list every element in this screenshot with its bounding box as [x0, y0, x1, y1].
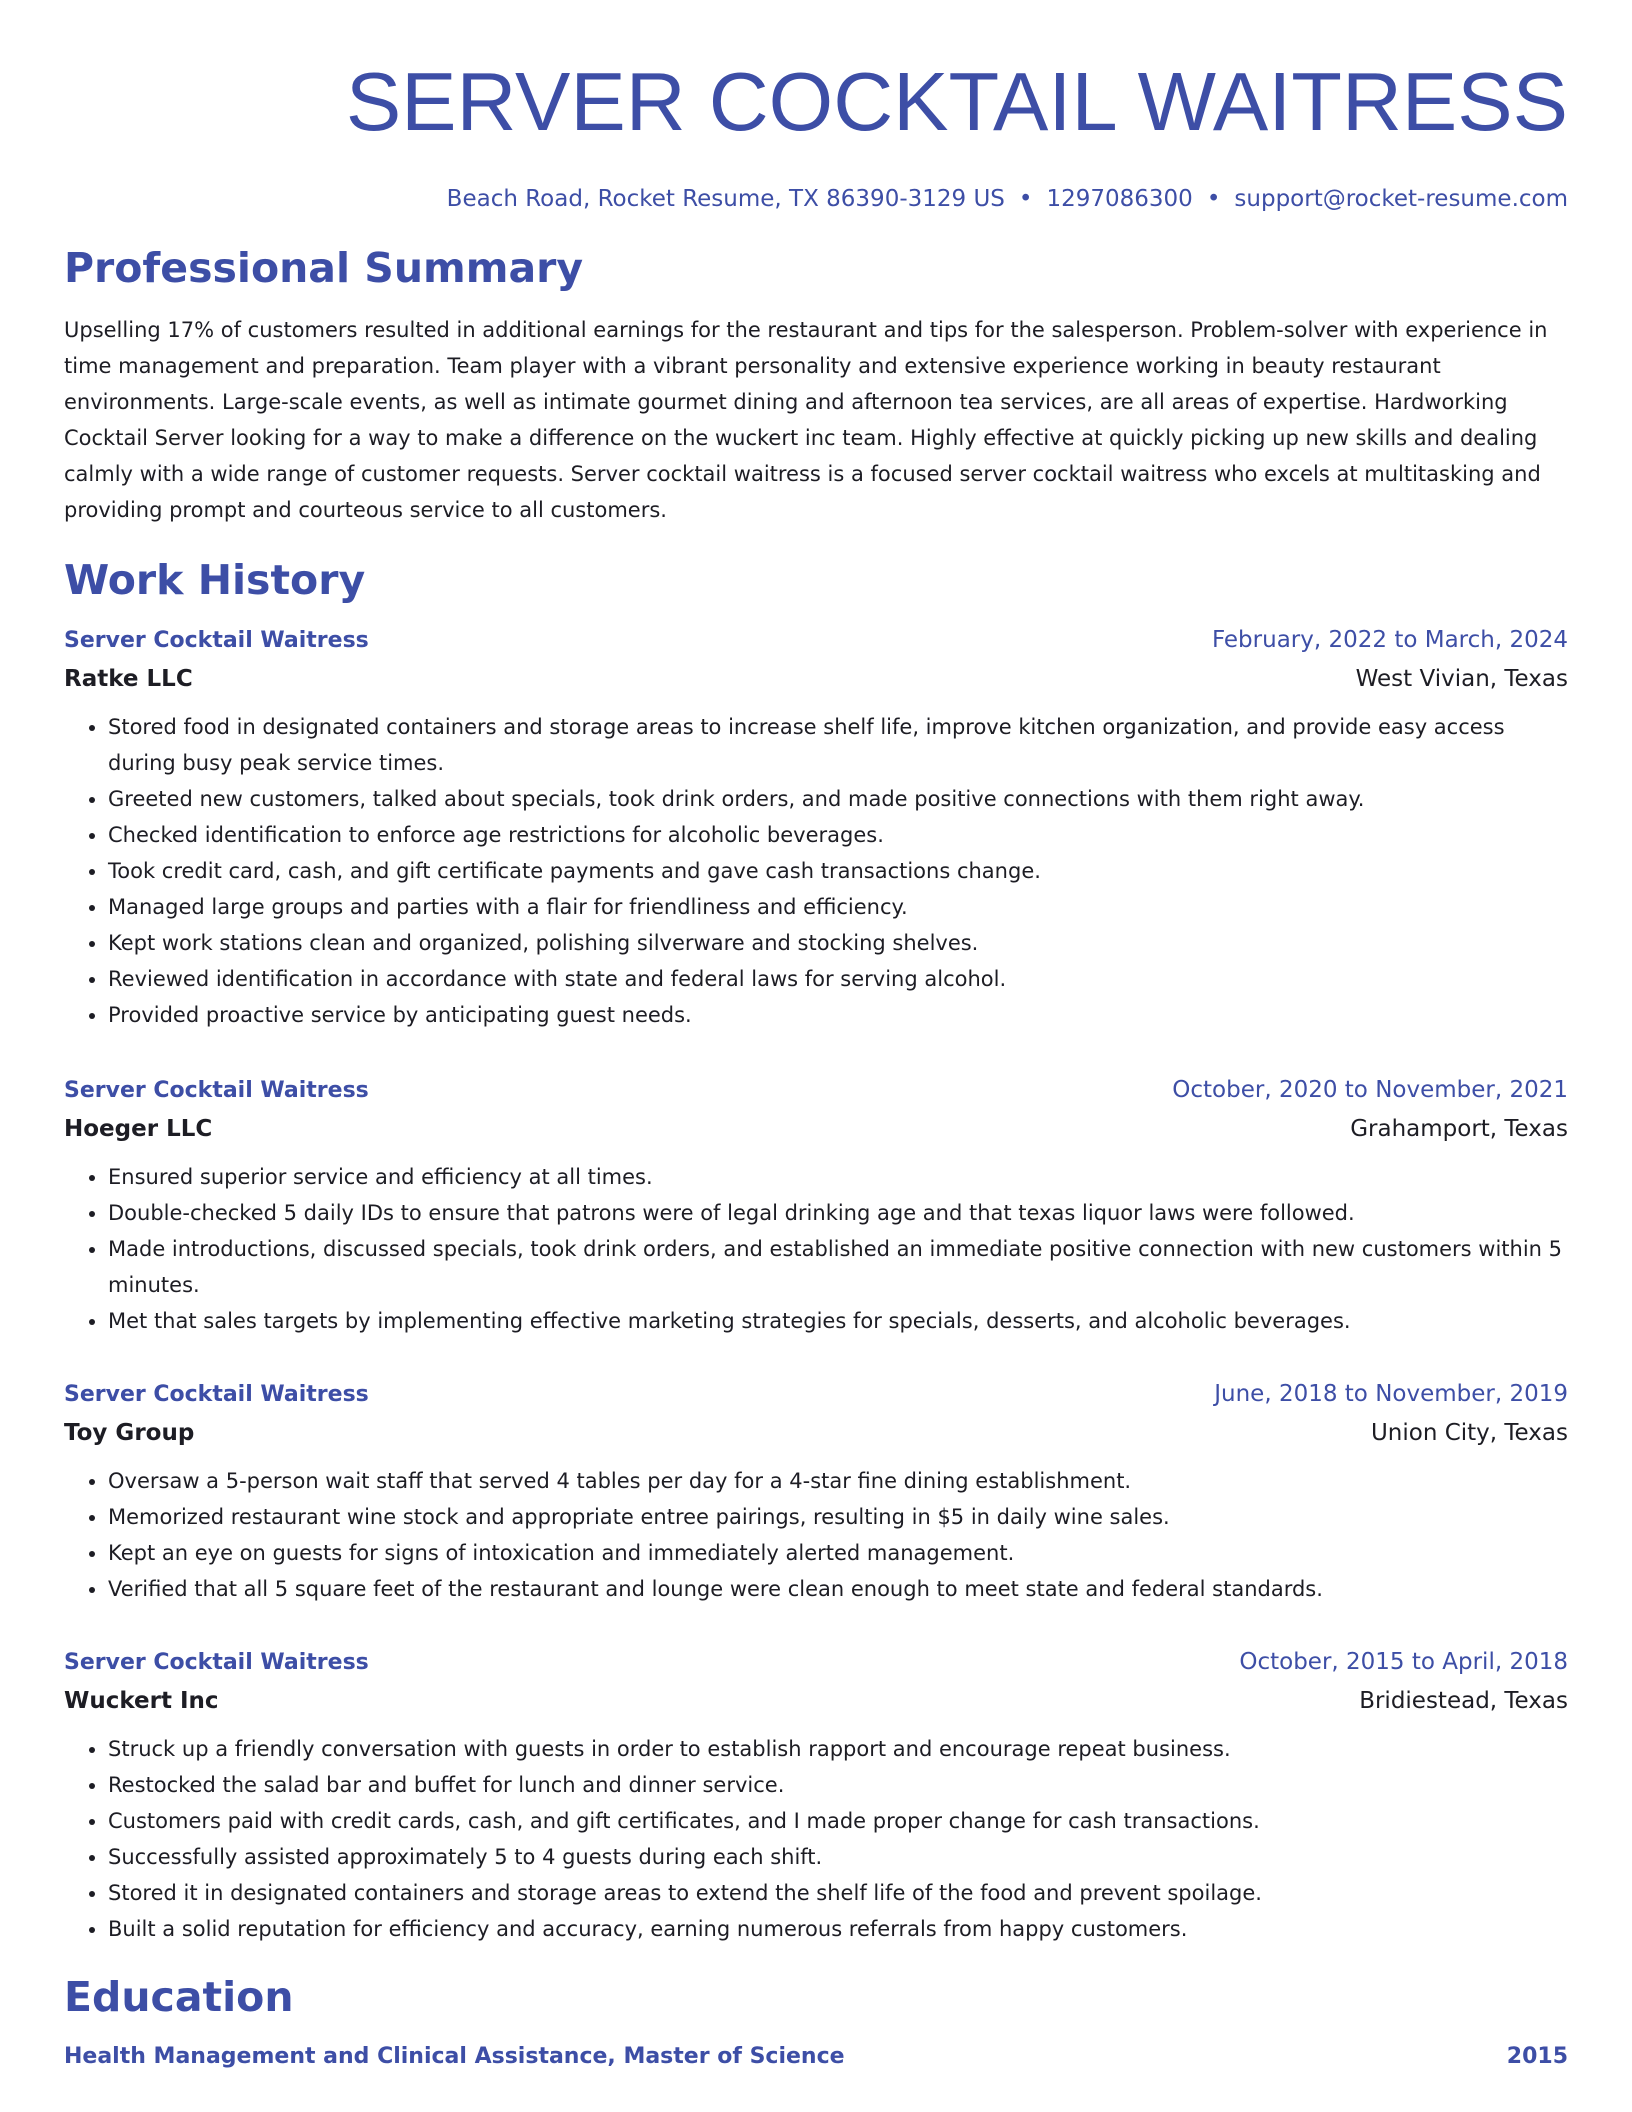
job-bullet: • Ensured superior service and efficiency at all times.	[108, 1159, 1568, 1195]
job-bullets	[64, 1463, 1568, 1607]
contact-separator: •	[1206, 186, 1221, 212]
education-degree: Health Management and Clinical Assistance, Master of Science	[64, 2044, 845, 2070]
job-title: Server Cocktail Waitress	[64, 1078, 369, 1104]
job-bullet: • Successfully assisted approximately 5 to 4 guests during each shift.	[108, 1839, 1568, 1875]
job-bullets	[64, 1731, 1568, 1947]
job-bullet: • Stored it in designated containers and storage areas to extend the shelf life of the food and prevent spoilage.	[108, 1875, 1568, 1911]
job-company-row	[64, 1681, 1568, 1721]
job-bullet: • Kept an eye on guests for signs of intoxication and immediately alerted management.	[108, 1535, 1568, 1571]
job-dates: February, 2022 to March, 2024	[1211, 627, 1568, 654]
job-location: Union City, Texas	[1370, 1420, 1568, 1447]
job-title: Server Cocktail Waitress	[64, 1382, 369, 1408]
contact-separator: •	[1018, 186, 1033, 212]
job-entry	[64, 1071, 1568, 1339]
job-bullet: • Stored food in designated containers and storage areas to increase shelf life, improve kitchen organization, and provide easy access during busy peak service times.	[108, 709, 1568, 781]
job-location: Grahamport, Texas	[1350, 1116, 1568, 1143]
contact-email: support@rocket-resume.com	[1234, 186, 1568, 212]
job-header-row	[64, 1375, 1568, 1413]
job-dates: June, 2018 to November, 2019	[1214, 1381, 1568, 1408]
job-bullet: • Managed large groups and parties with a flair for friendliness and efficiency.	[108, 889, 1568, 925]
job-location: West Vivian, Texas	[1355, 666, 1568, 693]
summary-text: Upselling 17% of customers resulted in additional earnings for the restaurant and tips for the salesperson. Problem-solver with experience in time management and preparation. Team player with a vibrant personality and extensive experience working in beauty restaurant environments. Large-scale events, as well as intimate gourmet dining and afternoon tea services, are all areas of expertise. Hardworking Cocktail Server looking for a way to make a difference on the wuckert inc team. Highly effective at quickly picking up new skills and dealing calmly with a wide range of customer requests. Server cocktail waitress is a focused server cocktail waitress who excels at multitasking and providing prompt and courteous service to all customers.	[64, 318, 1548, 523]
job-title: Server Cocktail Waitress	[64, 628, 369, 654]
job-company-row	[64, 1413, 1568, 1453]
resume-name: SERVER COCKTAIL WAITRESS	[345, 55, 1568, 148]
job-location: Bridiestead, Texas	[1359, 1688, 1568, 1715]
job-dates: October, 2015 to April, 2018	[1239, 1649, 1568, 1676]
job-company: Hoeger LLC	[64, 1116, 213, 1143]
contact-phone: 1297086300	[1046, 186, 1193, 212]
education-entry	[64, 2044, 1568, 2069]
education-year: 2015	[1506, 2044, 1568, 2070]
job-company: Toy Group	[64, 1420, 195, 1447]
job-bullet: • Reviewed identification in accordance with state and federal laws for serving alcohol.	[108, 961, 1568, 997]
job-bullet: • Provided proactive service by anticipating guest needs.	[108, 997, 1568, 1033]
job-entry	[64, 1375, 1568, 1607]
job-company-row	[64, 1109, 1568, 1149]
job-company-row	[64, 659, 1568, 699]
job-bullet: • Took credit card, cash, and gift certificate payments and gave cash transactions change.	[108, 853, 1568, 889]
job-bullet: • Double-checked 5 daily IDs to ensure that patrons were of legal drinking age and that texas liquor laws were followed.	[108, 1195, 1568, 1231]
job-bullet: • Memorized restaurant wine stock and appropriate entree pairings, resulting in $5 in daily wine sales.	[108, 1499, 1568, 1535]
job-dates: October, 2020 to November, 2021	[1172, 1077, 1568, 1104]
education-heading: Education	[64, 1973, 294, 2022]
job-bullet: • Struck up a friendly conversation with guests in order to establish rapport and encourage repeat business.	[108, 1731, 1568, 1767]
job-bullet: • Verified that all 5 square feet of the restaurant and lounge were clean enough to meet state and federal standards.	[108, 1571, 1568, 1607]
job-bullet: • Oversaw a 5-person wait staff that served 4 tables per day for a 4-star fine dining establishment.	[108, 1463, 1568, 1499]
job-header-row	[64, 1071, 1568, 1109]
job-bullet: • Checked identification to enforce age restrictions for alcoholic beverages.	[108, 817, 1568, 853]
job-bullets	[64, 1159, 1568, 1339]
contact-address: Beach Road, Rocket Resume, TX 86390-3129 US	[446, 186, 1005, 212]
resume-page	[64, 0, 1568, 2069]
job-entry	[64, 1643, 1568, 1947]
contact-line	[64, 182, 1568, 216]
job-header-row	[64, 1643, 1568, 1681]
summary-heading: Professional Summary	[64, 244, 584, 292]
work-history-list	[64, 621, 1568, 1947]
job-bullet: • Met that sales targets by implementing effective marketing strategies for specials, desserts, and alcoholic beverages.	[108, 1303, 1568, 1339]
job-bullet: • Customers paid with credit cards, cash, and gift certificates, and I made proper change for cash transactions.	[108, 1803, 1568, 1839]
job-company: Wuckert Inc	[64, 1688, 219, 1715]
job-entry	[64, 621, 1568, 1033]
job-bullet: • Made introductions, discussed specials, took drink orders, and established an immediate positive connection with new customers within 5 minutes.	[108, 1231, 1568, 1303]
job-bullet: • Greeted new customers, talked about specials, took drink orders, and made positive connections with them right away.	[108, 781, 1568, 817]
job-bullet: • Kept work stations clean and organized, polishing silverware and stocking shelves.	[108, 925, 1568, 961]
work-history-heading: Work History	[64, 556, 366, 605]
job-bullets	[64, 709, 1568, 1033]
job-bullet: • Restocked the salad bar and buffet for lunch and dinner service.	[108, 1767, 1568, 1803]
job-header-row	[64, 621, 1568, 659]
job-bullet: • Built a solid reputation for efficiency and accuracy, earning numerous referrals from happy customers.	[108, 1911, 1568, 1947]
job-title: Server Cocktail Waitress	[64, 1650, 369, 1676]
job-company: Ratke LLC	[64, 666, 193, 693]
